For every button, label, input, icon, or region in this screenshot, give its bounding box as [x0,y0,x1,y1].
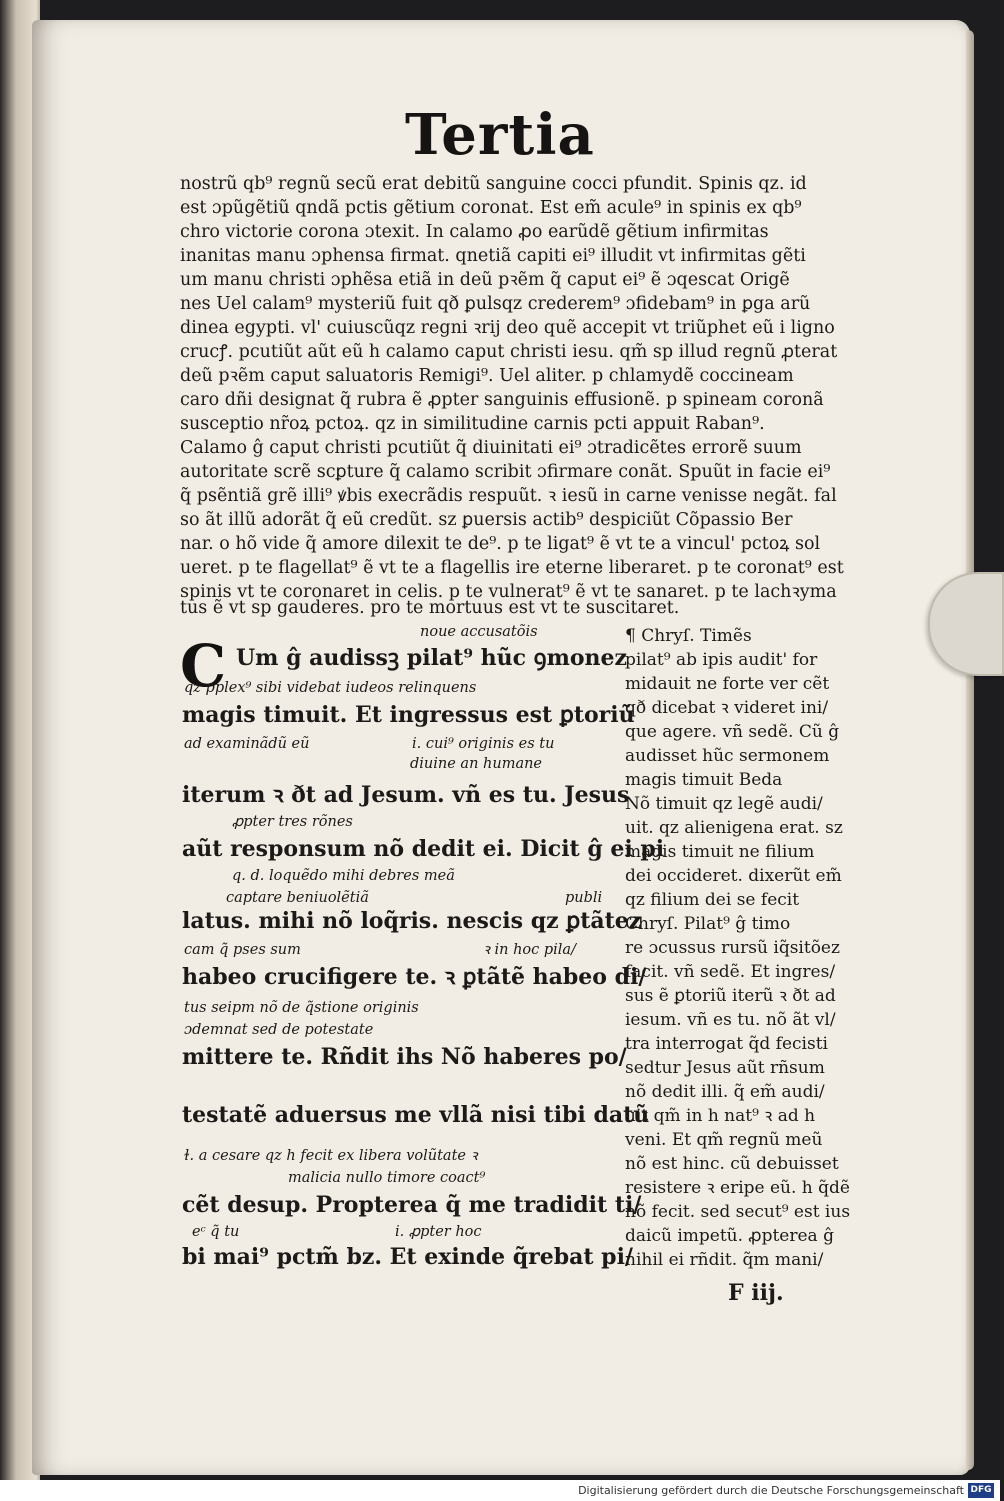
commentary-line: veni. Et qm̃ regnũ meũ [625,1130,823,1150]
commentary-line: que agere. vñ sedẽ. Cũ ĝ [625,722,840,742]
commentary-line: iesum. vñ es tu. nõ ãt vl/ [625,1010,836,1030]
commentary-line: resistere ꝛ eripe eũ. h q̃dẽ [625,1178,850,1198]
commentary-line: uit. qz alienigena erat. sz [625,818,843,838]
top-text-line: nar. o hõ vide q̃ amore dilexit te de⁹. p te ligat⁹ ẽ vt te a vincul' pctoꝝ sol [180,534,821,554]
top-text-line: crucꝭ. pcutiũt aũt eũ h calamo caput christi iesu. qm̃ sp illud regnũ ꝓterat [180,342,838,362]
commentary-line: ¶ Chryſ. Timẽs [625,626,752,646]
digitization-footer [0,1480,1000,1501]
top-text-line: inanitas manu ɔphensa firmat. qnetiã capiti ei⁹ illudit vt infirmitas gẽti [180,246,806,266]
main-text-line: mittere te. Rñdit ihs Nõ haberes po/ [182,1044,627,1070]
main-text-line: cẽt desup. Propterea q̃ me tradidit ti/ [182,1192,642,1218]
funding-credit: Digitalisierung gefördert durch die Deutsche Forschungsgemeinschaft [578,1484,964,1497]
commentary-line: sedtur Jesus aũt rñsum [625,1058,825,1078]
top-text-line: dinea egypti. vl' cuiuscũqz regni ꝛrij deo quẽ accepit vt triũphet eũ i ligno [180,318,835,338]
main-text-line: iterum ꝛ ðt ad Jesum. vñ es tu. Jesus [182,782,630,808]
top-text-line: q̃ psẽntiã grẽ illi⁹ ꝟbis execrãdis respuũt. ꝛ iesũ in carne venisse negãt. fal [180,486,837,506]
main-text-line: bi mai⁹ pctm̃ bz. Et exinde q̃rebat pi/ [182,1244,633,1270]
dfg-logo: DFG [968,1483,994,1498]
top-text-line: susceptio nr̃oꝝ pctoꝝ. qz in similitudine carnis pcti appuit Raban⁹. [180,414,765,434]
commentary-line: re ɔcussus rursũ iq̃sitõez [625,938,840,958]
interlinear-gloss: i. ꝓpter hoc [395,1224,482,1240]
commentary-line: daicũ impetũ. ꝓpterea ĝ [625,1226,834,1246]
top-text-line: nes Uel calam⁹ mysteriũ fuit qð ꝑulsqz crederem⁹ ɔfidebam⁹ in ꝑga arũ [180,294,811,314]
commentary-line: pilat⁹ ab ipis audit' for [625,650,818,670]
commentary-line: dei occideret. dixerũt em̃ [625,866,842,886]
interlinear-gloss: eᶜ q̃ tu [192,1224,240,1240]
top-text-line: est ɔpũgẽtiũ qndã pctis gẽtium coronat. Est em̃ acule⁹ in spinis ex qb⁹ [180,198,802,218]
top-text-line: Calamo ĝ caput christi pcutiũt q̃ diuinitati ei⁹ ɔtradicẽtes errorẽ suum [180,438,802,458]
interlinear-gloss: captare beniuolẽtiã [226,890,369,906]
commentary-line: Chryſ. Pilat⁹ ĝ timo [625,914,791,934]
interlinear-gloss: noue accusatõis [420,624,538,640]
commentary-line: qð dicebat ꝛ videret ini/ [625,698,829,718]
main-text-line: testatẽ aduersus me vllã nisi tibi datũ [182,1102,650,1128]
commentary-line: tra interrogat q̃d fecisti [625,1034,828,1054]
commentary-line: qz filium dei se fecit [625,890,800,910]
running-head: Tertia [405,102,595,168]
top-text-line: deũ pꝛẽm caput saluatoris Remigi⁹. Uel aliter. p chlamydẽ coccineam [180,366,794,386]
interlinear-gloss: diuine an humane [410,756,543,772]
commentary-line: uit qm̃ in h nat⁹ ꝛ ad h [625,1106,816,1126]
commentary-line: magis timuit Beda [625,770,783,790]
interlinear-gloss: cam q̃ pses sum [184,942,301,958]
top-text-line: um manu christi ɔphẽsa etiã in deũ pꝛẽm q̃ caput ei⁹ ẽ ɔqescat Origẽ [180,270,790,290]
commentary-line: nõ fecit. sed secut⁹ est ius [625,1202,851,1222]
main-text-line: Um ĝ audissꝫ pilat⁹ hũc ꝯmonez [236,645,628,671]
interlinear-gloss: tus seipm nõ de q̃stione originis [184,1000,419,1016]
interlinear-gloss: q. d. loquẽdo mihi debres meã [232,868,455,884]
commentary-line: magis timuit ne filium [625,842,815,862]
interlinear-gloss: qz pplex⁹ sibi videbat iudeos relinquens [184,680,477,696]
main-text-line: aũt responsum nõ dedit ei. Dicit ĝ ei pi [182,836,665,862]
commentary-line: sus ẽ ꝑtoriũ iterũ ꝛ ðt ad [625,986,836,1006]
commentary-line: audisset hũc sermonem [625,746,830,766]
top-text-line: nostrũ qb⁹ regnũ secũ erat debitũ sanguine cocci pfundit. Spinis qz. id [180,174,807,194]
top-text-line: caro dñi designat q̃ rubra ẽ ꝓpter sanguinis effusionẽ. p spineam coronã [180,390,824,410]
page-fore-edge [966,30,974,1470]
commentary-line: midauit ne forte ver cẽt [625,674,830,694]
top-text-line: spinis vt te coronaret in celis. p te vulnerat⁹ ẽ vt te sanaret. p te lachꝛyma [180,582,837,602]
commentary-line: nõ dedit illi. q̃ em̃ audi/ [625,1082,825,1102]
top-text-line: autoritate scrẽ scꝑture q̃ calamo scribit ɔfirmare conãt. Spuũt in facie ei⁹ [180,462,831,482]
top-text-line: tus ẽ vt sp gauderes. pro te mortuus est vt te suscitaret. [180,598,680,618]
main-text-line: latus. mihi nõ loq̃ris. nescis qz ꝑtãtez [182,908,642,934]
interlinear-gloss: publi [565,890,603,906]
top-text-line: chro victorie corona ɔtexit. In calamo ꝓo earũdẽ gẽtium infirmitas [180,222,769,242]
commentary-line: facit. vñ sedẽ. Et ingres/ [625,962,836,982]
interlinear-gloss: i. cui⁹ originis es tu [412,736,555,752]
interlinear-gloss: ꝛ in hoc pila/ [483,942,576,958]
top-text-line: ueret. p te flagellat⁹ ẽ vt te a flagellis ire eterne liberaret. p te coronat⁹ est [180,558,844,578]
interlinear-gloss: ɫ. a cesare qz h fecit ex libera volũtate ꝛ [184,1148,478,1164]
top-text-line: so ãt illũ adorãt q̃ eũ credũt. sz ꝑuersis actib⁹ despiciũt Cõpassio Ber [180,510,793,530]
interlinear-gloss: ad examinãdũ eũ [184,736,310,752]
interlinear-gloss: ɔdemnat sed de potestate [184,1022,374,1038]
foliation-mark: F iij. [728,1280,784,1306]
commentary-line: nihil ei rñdit. q̃m mani/ [625,1250,824,1270]
initial-letter: C [180,632,227,700]
main-text-line: magis timuit. Et ingressus est ꝑtoriũ [182,702,635,728]
interlinear-gloss: malicia nullo timore coact⁹ [288,1170,486,1186]
commentary-line: Nõ timuit qz legẽ audi/ [625,794,823,814]
interlinear-gloss: ꝓpter tres rõnes [232,814,353,830]
commentary-line: nõ est hinc. cũ debuisset [625,1154,839,1174]
main-text-line: habeo crucifigere te. ꝛ ꝑtãtẽ habeo di/ [182,964,647,990]
